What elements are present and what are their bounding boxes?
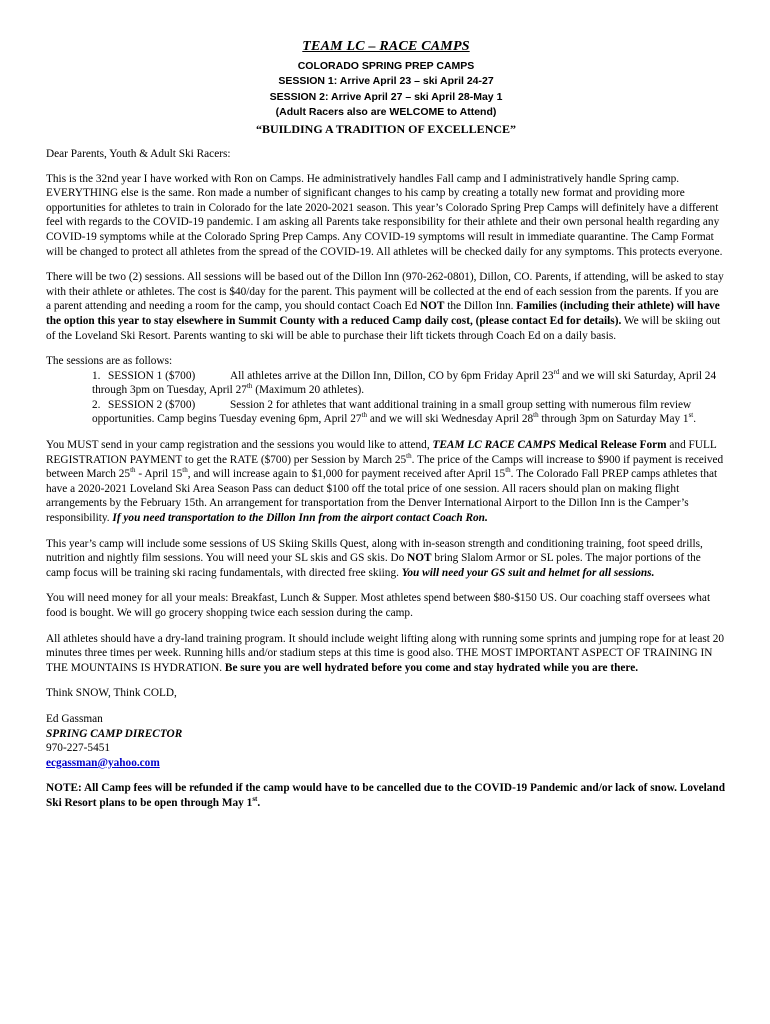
list-item: 2. SESSION 2 ($700) Session 2 for athletes that want additional training in a small group setting with numerous film review opportunities. Camp begins Tuesday evening 6pm, April 27th and we will ski Wednesday April 28th through 3pm on Saturday May 1st. bbox=[92, 398, 697, 426]
training-paragraph: All athletes should have a dry-land training program. It should include weight lifting along with running some sprints and jumping rope for at least 20 minutes three times per week. Running hills and/or stadium steps at this time is good also. THE MOST IMPORTANT ASPECT OF TRAINING IN THE MOUNTAINS IS HYDRATION. Be sure you are well hydrated before you come and stay hydrated while you are there. bbox=[46, 632, 724, 674]
refund-note: NOTE: All Camp fees will be refunded if the camp would have to be cancelled due to the COVID-19 Pandemic and/or lack of snow. Loveland Ski Resort plans to be open through May 1st. bbox=[46, 782, 725, 809]
session-1-dates: SESSION 1: Arrive April 23 – ski April 24-27 bbox=[278, 75, 494, 88]
closing-line: Think SNOW, Think COLD, bbox=[46, 687, 177, 700]
adult-racers-note: (Adult Racers also are WELCOME to Attend) bbox=[275, 106, 497, 119]
signer-title: SPRING CAMP DIRECTOR bbox=[46, 727, 183, 740]
sessions-list bbox=[46, 369, 726, 427]
transportation-note: If you need transportation to the Dillon Inn from the airport contact Coach Ron. bbox=[112, 512, 488, 525]
signer-name: Ed Gassman bbox=[46, 712, 103, 725]
families-option-text: Families (including their athlete) will have the option this year to stay elsewhere in Summit County with a reduced Camp daily cost, (please contact Ed for details). bbox=[46, 300, 720, 327]
camp-title: TEAM LC – RACE CAMPS bbox=[302, 39, 470, 54]
hydration-note: Be sure you are well hydrated before you come and stay hydrated while you are there. bbox=[224, 661, 639, 674]
slogan: “BUILDING A TRADITION OF EXCELLENCE” bbox=[255, 121, 517, 136]
intro-paragraph: This is the 32nd year I have worked with Ron on Camps. He administratively handles Fall camp and I administratively handle Spring camp. EVERYTHING else is the same. Ron made a number of significant changes to his camp by creating a totally new format and providing more opportunities for athletes to train in Colorado for the late 2020-2021 season. This year’s Colorado Spring Prep Camps will definitely have a different feel with regards to the COVID-19 pandemic. I am asking all Parents take responsibility for their athlete and their own personal health regarding any COVID-19 symptoms while at the Colorado Spring Prep Camps. Any COVID-19 symptoms will result in immediate quarantine. The Camp Format will be changed to protect all athletes from the spread of the COVID-19. All athletes will be checked daily for any symptoms. This protects everyone. bbox=[46, 172, 723, 258]
sessions-intro: The sessions are as follows: bbox=[46, 355, 173, 368]
salutation: Dear Parents, Youth & Adult Ski Racers: bbox=[46, 147, 231, 160]
gs-suit-note: You will need your GS suit and helmet for all sessions. bbox=[401, 566, 655, 579]
list-item: 1. SESSION 1 ($700) All athletes arrive at the Dillon Inn, Dillon, CO by 6pm Friday April 23rd and we will ski Saturday, April 24 through 3pm on Tuesday, April 27th (Maximum 20 athletes). bbox=[92, 367, 717, 397]
camp-content-paragraph: This year’s camp will include some sessions of US Skiing Skills Quest, along with in-season strength and conditioning training, foot speed drills, nutrition and nightly film sessions. You will need your SL skis and GS skis. Do NOT bring Slalom Armor or SL poles. The major portions of the camp focus will be training ski racing fundamentals, with directed free skiing. You will need your GS suit and helmet for all sessions. bbox=[46, 537, 703, 579]
registration-paragraph: You MUST send in your camp registration and the sessions you would like to attend, TEAM LC RACE CAMPS Medical Release Form and FULL REGISTRATION PAYMENT to get the RATE ($700) per Session by March 25th. The price of the Camps will increase to $900 if payment is received between March 25th - April 15th, and will increase again to $1,000 for payment received after April 15th. The Colorado Fall PREP camps athletes that have a 2020-2021 Loveland Ski Area Season Pass can deduct $100 off the total price of one session. All racers should plan on making flight arrangements by the February 15th. An arrangement for transportation from the Denver International Airport to the Dillon Inn is the Camper’s responsibility. If you need transportation to the Dillon Inn from the airport contact Coach Ron. bbox=[46, 439, 724, 525]
camp-subtitle: COLORADO SPRING PREP CAMPS bbox=[297, 59, 475, 72]
lodging-paragraph: There will be two (2) sessions. All sessions will be based out of the Dillon Inn (970-262-0801), Dillon, CO. Parents, if attending, will be asked to stay with their athlete or athletes. The cost is $40/day for the parent. This payment will be collected at the end of each session from the parents. If you are a parent attending and needing a room for the camp, you should contact Coach Ed NOT the Dillon Inn. Families (including their athlete) will have the option this year to stay elsewhere in Summit County with a reduced Camp daily cost, (please contact Ed for details). We will be skiing out of the Loveland Ski Resort. Parents wanting to ski will be able to purchase their lift tickets through Coach Ed on a daily basis. bbox=[46, 271, 724, 342]
session-2-dates: SESSION 2: Arrive April 27 – ski April 28-May 1 bbox=[269, 90, 503, 103]
signer-phone: 970-227-5451 bbox=[46, 742, 111, 755]
letter-header bbox=[46, 40, 726, 137]
signature-block bbox=[46, 712, 726, 770]
signer-email-link[interactable]: ecgassman@yahoo.com bbox=[46, 756, 160, 769]
meals-paragraph: You will need money for all your meals: Breakfast, Lunch & Supper. Most athletes spend between $80-$150 US. Our coaching staff oversees what food is bought. We will go grocery shopping twice each session during the camp. bbox=[46, 592, 711, 619]
